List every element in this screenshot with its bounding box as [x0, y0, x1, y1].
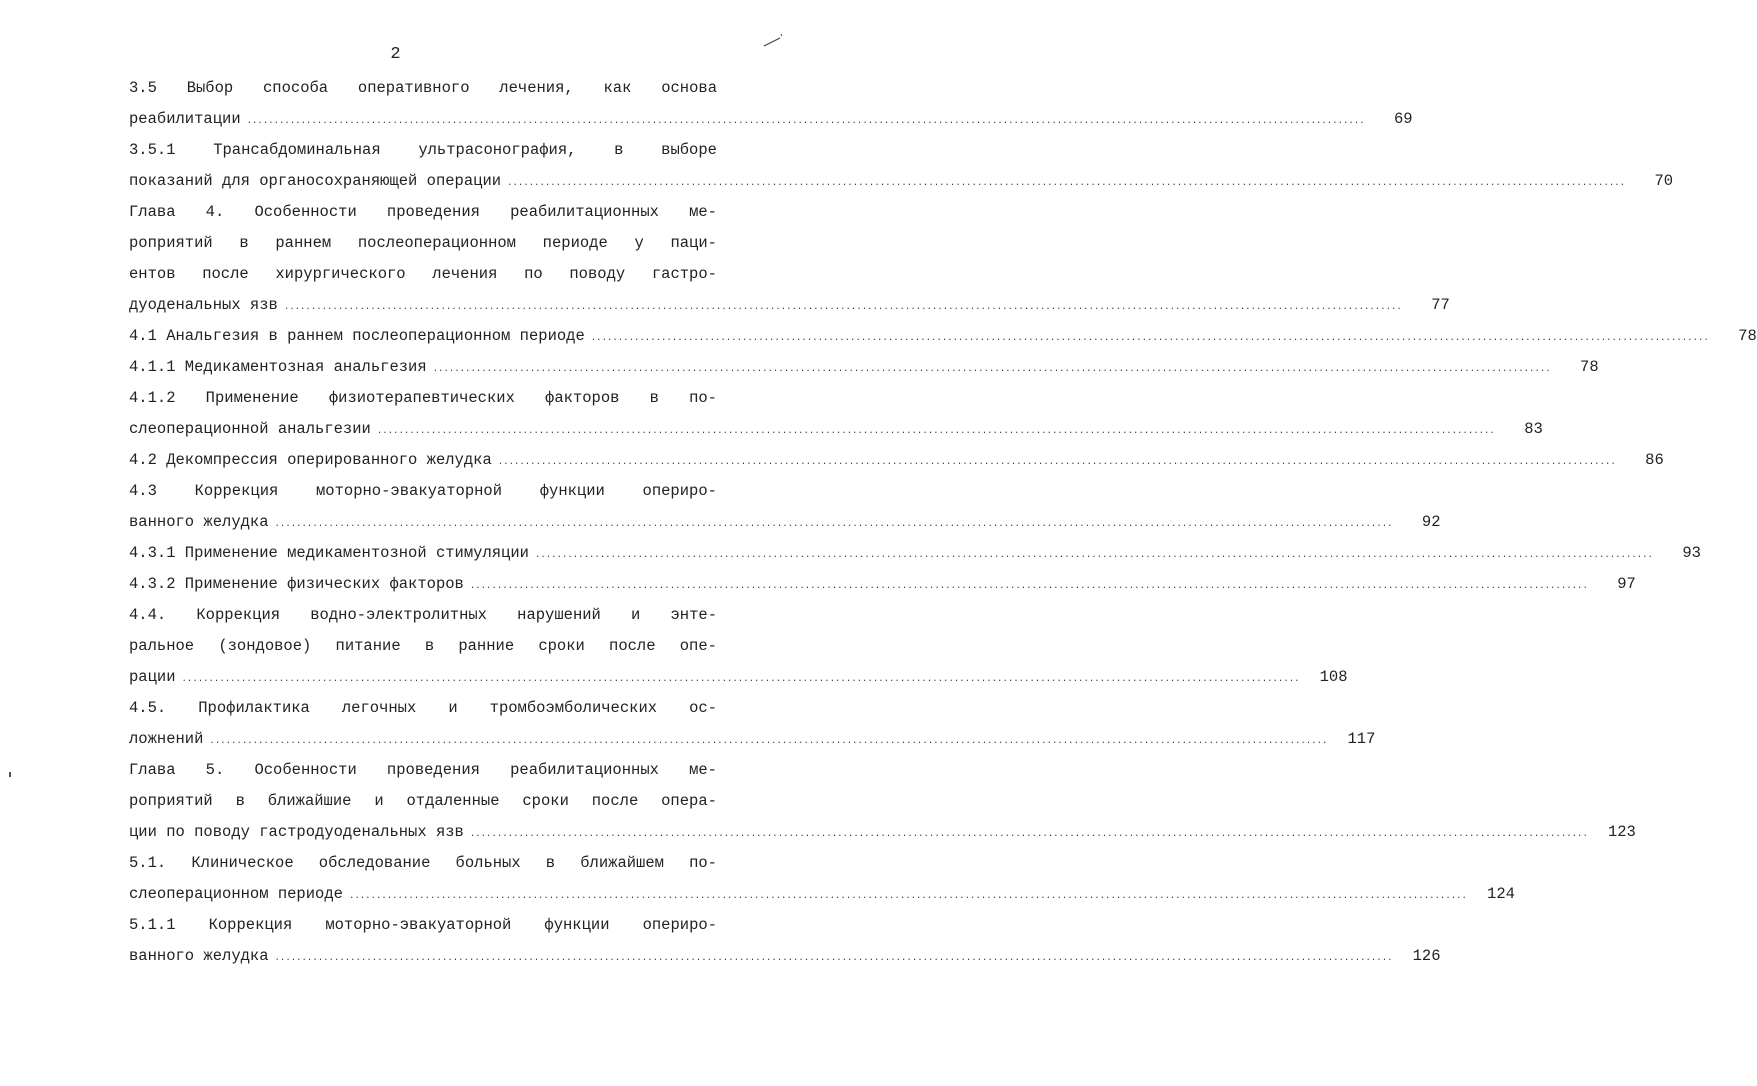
toc-entry: [129, 755, 1636, 848]
toc-entry-line: Глава 5. Особенности проведения реабилитационных ме-: [129, 761, 717, 779]
toc-entry-line: 4.5. Профилактика легочных и тромбоэмболических ос-: [129, 699, 717, 717]
dot-leader: ...............................................................................................................................................................................................................: [469, 581, 1588, 591]
toc-entry-line: ентов после хирургического лечения по поводу гастро-: [129, 265, 717, 283]
toc-entry-line: роприятий в раннем послеоперационном периоде у паци-: [129, 234, 717, 252]
page-number: 2: [390, 45, 401, 64]
toc-entry: [129, 383, 1543, 445]
toc-entry-final-line: [129, 662, 1348, 693]
dot-leader: ...............................................................................................................................................................................................................: [590, 333, 1709, 343]
toc-entry-final-line: [129, 166, 1674, 197]
toc-page-number: 69: [1394, 110, 1413, 128]
toc-entry-title: показаний для органосохраняющей операции: [129, 172, 502, 190]
toc-entry-title: 4.2 Декомпрессия оперированного желудка: [129, 451, 492, 469]
toc-entry-final-line: [129, 290, 1450, 321]
toc-entry: [129, 197, 1450, 321]
toc-entry: [129, 693, 1376, 755]
toc-page-number: 83: [1524, 420, 1543, 438]
dot-leader: ...............................................................................................................................................................................................................: [246, 116, 1365, 126]
toc-page-number: 93: [1682, 544, 1701, 562]
toc-entry-final-line: [129, 724, 1376, 755]
toc-page-number: 124: [1487, 885, 1515, 903]
toc-entry-final-line: [129, 941, 1441, 972]
toc-page-number: 126: [1412, 947, 1441, 965]
toc-entry-final-line: [129, 817, 1636, 848]
toc-page-number: 97: [1617, 575, 1636, 593]
toc-entry-title: 4.3.2 Применение физических факторов: [129, 575, 464, 593]
toc-entry-line: 4.1.2 Применение физиотерапевтических факторов в по-: [129, 389, 717, 407]
toc-entry: [129, 848, 1515, 910]
toc-entry-line: 4.4. Коррекция водно-электролитных нарушений и энте-: [129, 606, 717, 624]
dot-leader: ...............................................................................................................................................................................................................: [507, 178, 1626, 188]
toc-entry-line: 5.1.1 Коррекция моторно-эвакуаторной функции опериро-: [129, 916, 717, 934]
toc-entry: [129, 321, 1757, 352]
toc-entry: [129, 352, 1599, 383]
toc-entry: [129, 910, 1441, 972]
dot-leader: ...............................................................................................................................................................................................................: [283, 302, 1402, 312]
toc-entry-title: 4.3.1 Применение медикаментозной стимуляции: [129, 544, 529, 562]
dot-leader: ...............................................................................................................................................................................................................: [376, 426, 1495, 436]
toc-entry-final-line: [129, 445, 1664, 476]
toc-entry-title: ции по поводу гастродуоденальных язв: [129, 823, 464, 841]
toc-entry-final-line: [129, 569, 1636, 600]
toc-entry: [129, 600, 1348, 693]
toc-entry-final-line: [129, 538, 1701, 569]
toc-entry-title: 4.1.1 Медикаментозная анальгезия: [129, 358, 427, 376]
toc-entry-title: ванного желудка: [129, 947, 269, 965]
toc-entry-title: ложнений: [129, 730, 204, 748]
toc-entry-final-line: [129, 879, 1515, 910]
toc-entry-title: ванного желудка: [129, 513, 269, 531]
toc-entry: [129, 445, 1664, 476]
dot-leader: ...............................................................................................................................................................................................................: [348, 891, 1467, 901]
toc-page-number: 123: [1607, 823, 1636, 841]
toc-entry-title: 4.1 Анальгезия в раннем послеоперационном периоде: [129, 327, 585, 345]
toc-entry-line: 3.5.1 Трансабдоминальная ультрасонография, в выборе: [129, 141, 717, 159]
toc-entry: [129, 73, 1413, 135]
toc-page-number: 70: [1654, 172, 1674, 190]
dot-leader: ...............................................................................................................................................................................................................: [209, 736, 1328, 746]
table-of-contents: [129, 73, 1757, 972]
toc-entry-line: ральное (зондовое) питание в ранние сроки после опе-: [129, 637, 717, 655]
toc-page-number: 78: [1580, 358, 1599, 376]
dot-leader: ...............................................................................................................................................................................................................: [274, 519, 1393, 529]
dot-leader: ...............................................................................................................................................................................................................: [497, 457, 1616, 467]
toc-entry: [129, 538, 1701, 569]
toc-entry-line: Глава 4. Особенности проведения реабилитационных ме-: [129, 203, 717, 221]
toc-page-number: 86: [1645, 451, 1664, 469]
toc-page-number: 92: [1421, 513, 1441, 531]
toc-entry-final-line: [129, 352, 1599, 383]
toc-entry: [129, 569, 1636, 600]
toc-entry-line: 4.3 Коррекция моторно-эвакуаторной функции опериро-: [129, 482, 717, 500]
toc-entry-title: реабилитации: [129, 110, 241, 128]
toc-page-number: 77: [1431, 296, 1450, 314]
toc-entry-final-line: [129, 507, 1441, 538]
toc-page-number: 117: [1347, 730, 1376, 748]
toc-entry-final-line: [129, 104, 1413, 135]
toc-entry-title: слеоперационной анальгезии: [129, 420, 371, 438]
dot-leader: ...............................................................................................................................................................................................................: [534, 550, 1653, 560]
dot-leader: ...............................................................................................................................................................................................................: [432, 364, 1551, 374]
toc-entry-final-line: [129, 321, 1757, 352]
toc-entry-title: слеоперационном периоде: [129, 885, 343, 903]
scan-speck: [9, 772, 11, 777]
toc-entry-line: 3.5 Выбор способа оперативного лечения, как основа: [129, 79, 717, 97]
dot-leader: ...............................................................................................................................................................................................................: [274, 953, 1393, 963]
dot-leader: ...............................................................................................................................................................................................................: [181, 674, 1300, 684]
toc-entry-final-line: [129, 414, 1543, 445]
toc-entry: [129, 135, 1674, 197]
toc-entry-title: рации: [129, 668, 176, 686]
toc-entry-line: 5.1. Клиническое обследование больных в ближайшем по-: [129, 854, 717, 872]
toc-entry: [129, 476, 1441, 538]
toc-entry-title: дуоденальных язв: [129, 296, 278, 314]
toc-page-number: 108: [1319, 668, 1348, 686]
pen-tick-mark: [762, 30, 784, 52]
dot-leader: ...............................................................................................................................................................................................................: [469, 829, 1588, 839]
toc-page-number: 78: [1738, 327, 1757, 345]
toc-entry-line: роприятий в ближайшие и отдаленные сроки после опера-: [129, 792, 717, 810]
